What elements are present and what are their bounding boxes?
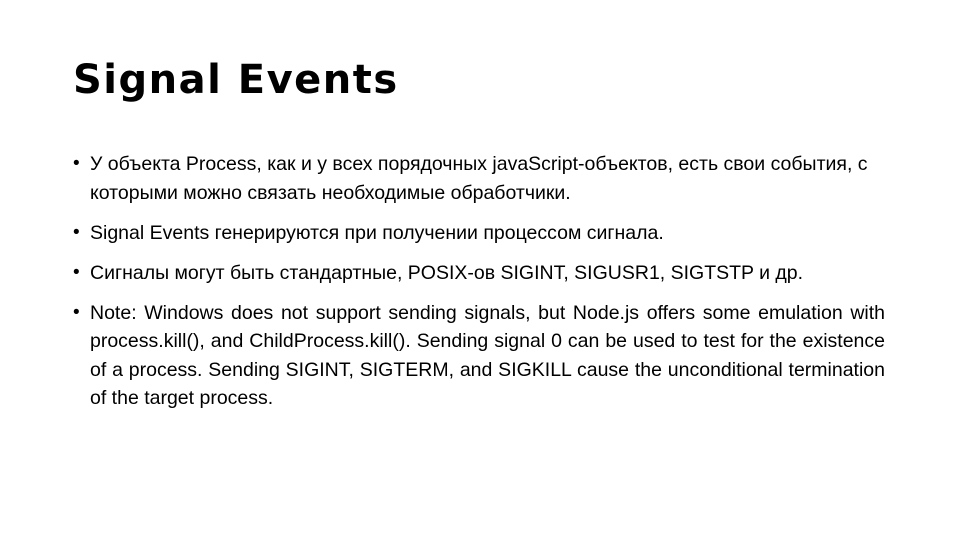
bullet-item: [73, 259, 885, 288]
bullet-item: [73, 150, 885, 207]
slide-title: Signal Events: [73, 57, 399, 103]
bullet-text: У объекта Process, как и у всех порядочных javaScript-объектов, есть свои события, с которыми можно связать необходимые обработчики.: [90, 153, 868, 204]
bullet-text: Сигналы могут быть стандартные, POSIX-ов SIGINT, SIGUSR1, SIGTSTP и др.: [90, 261, 804, 284]
bullet-dot-icon: •: [73, 221, 80, 243]
bullet-dot-icon: •: [73, 153, 80, 174]
bullet-dot-icon: •: [73, 301, 80, 323]
bullet-text: Signal Events генерируются при получении процессом сигнала.: [90, 221, 664, 244]
bullet-item: [73, 299, 885, 413]
bullet-dot-icon: •: [73, 261, 80, 283]
bullet-text: Note: Windows does not support sending signals, but Node.js offers some emulation with process.kill(), and ChildProcess.kill(). Sending signal 0 can be used to test for the existence of a process. Sending SIGINT, SIGTERM, and SIGKILL cause the unconditional termination of the target process.: [90, 301, 885, 409]
bullet-list: [73, 150, 885, 424]
bullet-item: [73, 219, 885, 248]
